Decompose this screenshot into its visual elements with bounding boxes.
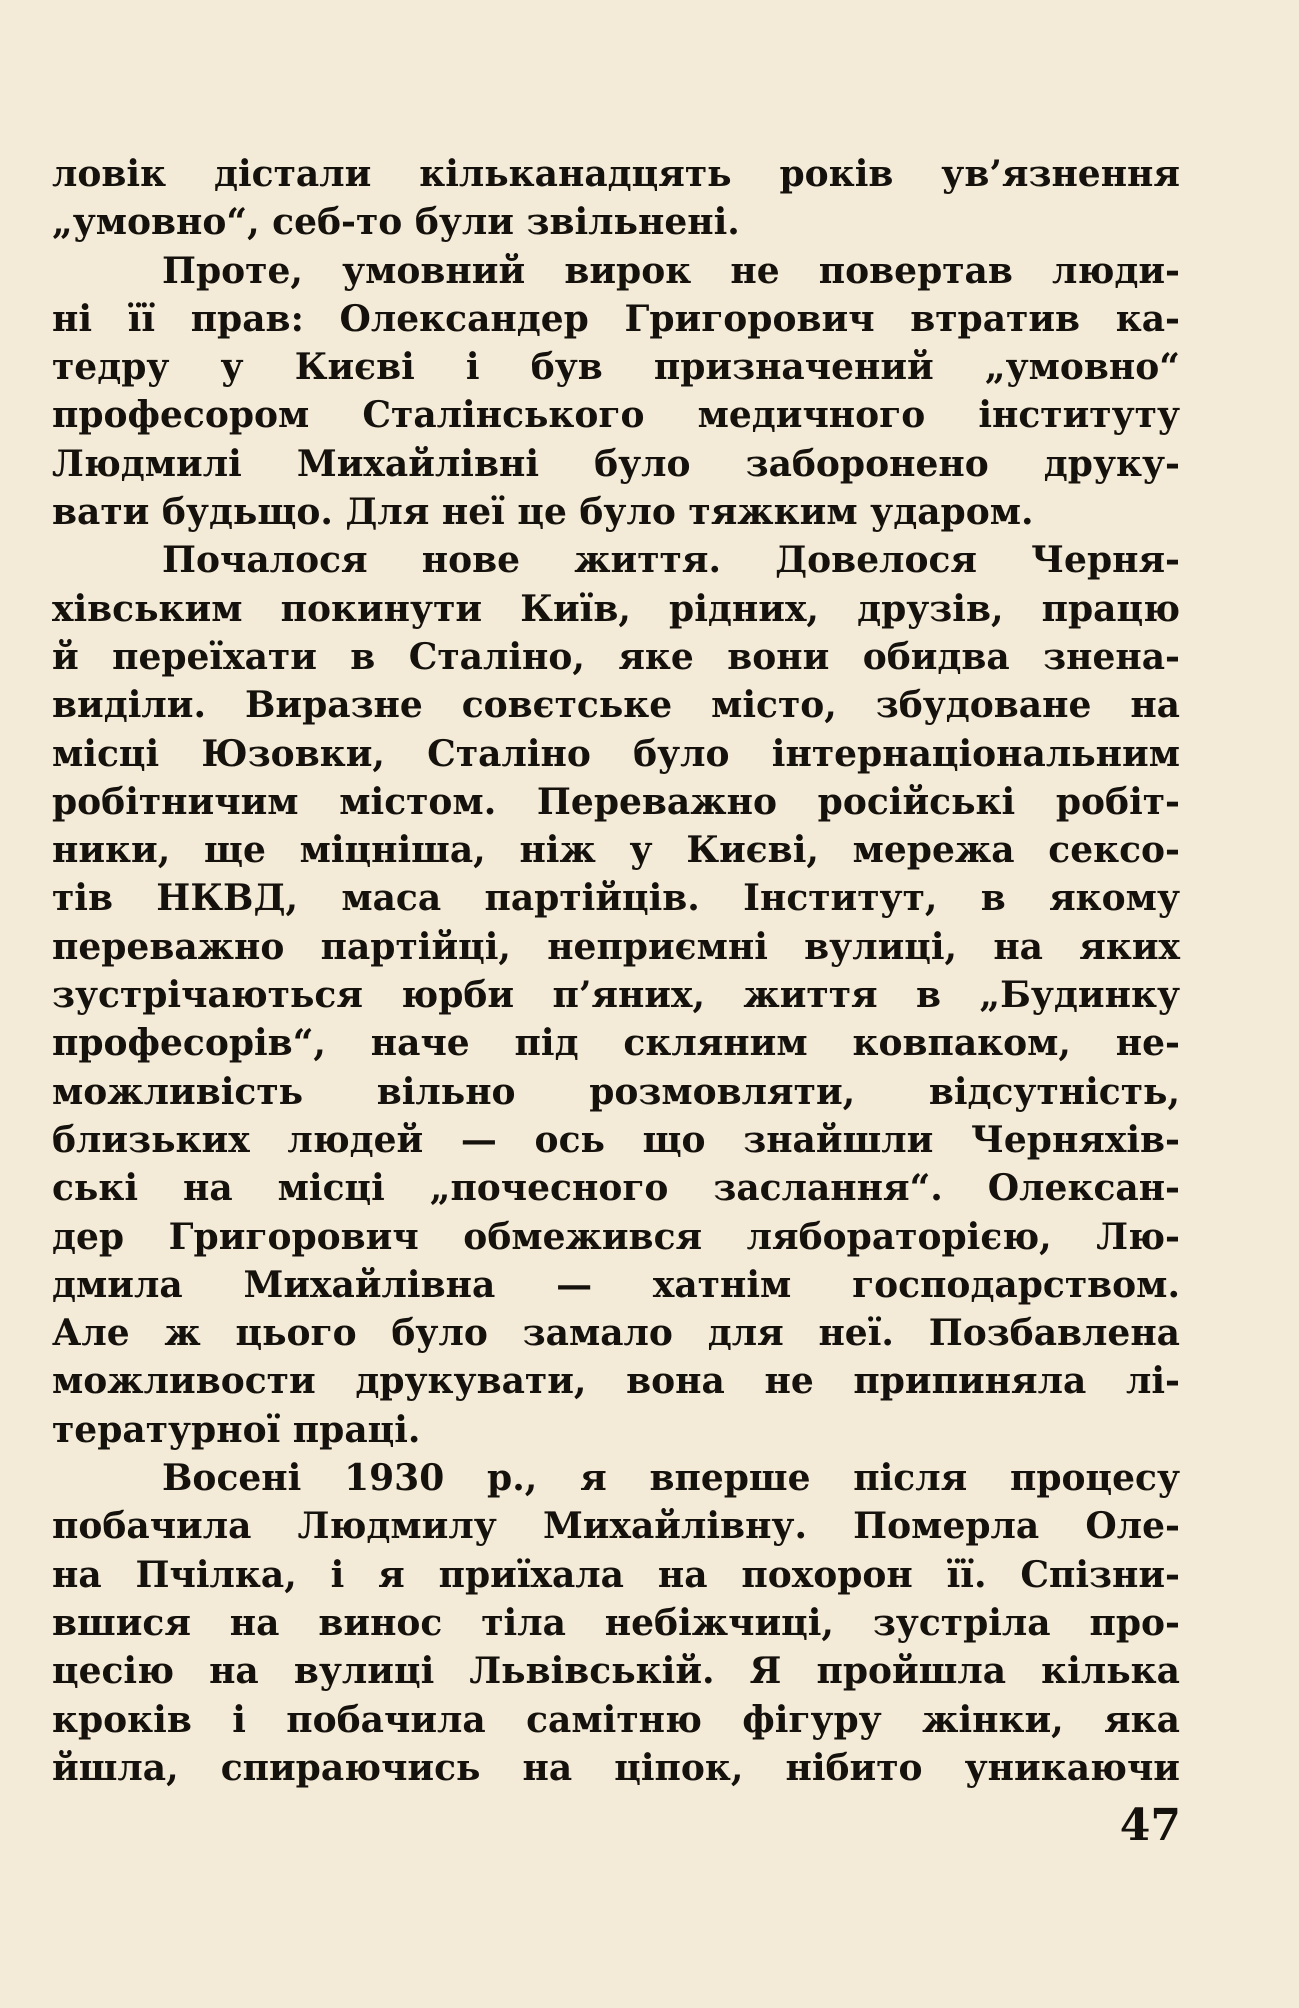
text-line: йшла, спираючись на ціпок, нібито уникаючи — [52, 1746, 1180, 1789]
text-line: Людмилі Михайлівні було заборонено друку- — [52, 442, 1180, 485]
text-line: ні її прав: Олександер Григорович втратив ка- — [52, 297, 1180, 340]
text-line: переважно партійці, неприємні вулиці, на яких — [52, 925, 1180, 968]
text-line: вшися на винос тіла небіжчиці, зустріла про- — [52, 1601, 1180, 1644]
text-line: робітничим містом. Переважно російські робіт- — [52, 780, 1180, 823]
body-text — [52, 150, 1180, 1792]
text-line: тедру у Києві і був призначений „умовно“ — [52, 346, 1180, 389]
text-line: побачила Людмилу Михайлівну. Померла Оле- — [52, 1505, 1180, 1548]
text-line: Але ж цього було замало для неї. Позбавлена — [52, 1312, 1180, 1355]
text-line: професором Сталінського медичного інституту — [52, 394, 1180, 437]
page-number: 47 — [1119, 1800, 1181, 1851]
text-line: дмила Михайлівна — хатнім господарством. — [52, 1263, 1180, 1306]
text-line: ники, ще міцніша, ніж у Києві, мережа сексо- — [52, 829, 1180, 872]
text-line: можливість вільно розмовляти, відсутність, — [52, 1070, 1180, 1113]
text-line: виділи. Виразне совєтське місто, збудоване на — [52, 684, 1180, 727]
text-line: тів НКВД, маса партійців. Інститут, в якому — [52, 877, 1180, 920]
text-line: цесію на вулиці Львівській. Я пройшла кілька — [52, 1650, 1180, 1693]
text-line: дер Григорович обмежився ляборaторією, Лю- — [52, 1215, 1180, 1258]
text-line: тературної праці. — [52, 1408, 421, 1451]
text-line: близьких людей — ось що знайшли Черняхів- — [52, 1118, 1180, 1161]
text-line: можливости друкувати, вона не припиняла лі- — [52, 1360, 1180, 1403]
text-line: ловік дістали кільканадцять років ув’язнення — [52, 153, 1180, 195]
text-line: кроків і побачила самітню фігуру жінки, яка — [52, 1698, 1180, 1741]
text-line: Почалося нове життя. Довелося Черня- — [162, 539, 1180, 582]
text-line: ські на місці „почесного заслання“. Олексан- — [52, 1167, 1180, 1210]
text-line: Проте, умовний вирок не повертав люди- — [162, 249, 1180, 292]
text-line: професорів“, наче під скляним ковпаком, не- — [52, 1022, 1180, 1065]
text-line: й переїхати в Сталіно, яке вони обидва знена- — [52, 635, 1180, 678]
text-line: на Пчілка, і я приїхала на похорон її. Спізни- — [52, 1553, 1180, 1596]
text-line: місці Юзовки, Сталіно було інтернаціональним — [52, 732, 1180, 775]
text-line: „умовно“, себ-то були звільнені. — [52, 201, 740, 244]
text-line: хівським покинути Київ, рідних, друзів, працю — [52, 587, 1180, 630]
text-line: вати будьщо. Для неї це було тяжким ударом. — [52, 491, 1034, 534]
text-line: зустрічаються юрби п’яних, життя в „Будинку — [52, 974, 1180, 1017]
text-line: Восені 1930 р., я вперше після процесу — [162, 1457, 1180, 1500]
